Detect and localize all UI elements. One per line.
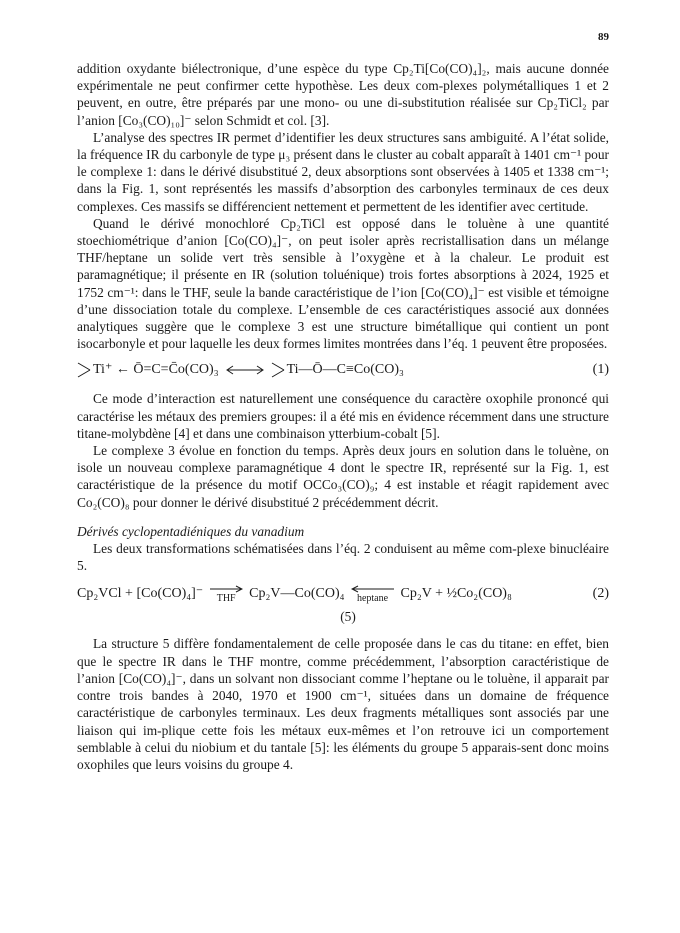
- eq2-solvent-thf: THF: [216, 592, 236, 604]
- eq2-product: Cp₂V—Co(CO)₄: [249, 586, 345, 602]
- eq2-product-label: (5): [340, 609, 356, 625]
- eq2-number: (2): [592, 586, 609, 602]
- double-arrow-icon: [225, 365, 265, 375]
- paragraph-5: Le complexe 3 évolue en fonction du temps. Après deux jours en solution dans le toluène, on isole un nouveau complexe paramagnétique 4 dont le spectre IR, représenté sur la Fig. 1, est caractéristique de la présence du motif OCCo₃(CO)₉; 4 est instable et réagit rapidement avec Co₂(CO)₈ pour donner le dérivé disubstitué 2 précédemment décrit.: [77, 443, 609, 510]
- eq2-reactants-2: Cp₂V + ½Co₂(CO)₈: [400, 586, 512, 602]
- forward-arrow: [209, 585, 243, 604]
- paragraph-3: Quand le dérivé monochloré Cp₂TiCl est opposé dans le toluène à une quantité stoechiométrique d’anion [Co(CO)₄]⁻, on peut isoler après recristallisation dans un mélange THF/heptane un solide vert très sensible à l’oxygène et à la chaleur. Le produit est paramagnétique; il présente en IR (solution toluénique) trois fortes absorptions à 2024, 1925 et 1752 cm⁻¹: dans le THF, seule la bande caractéristique de l’ion [Co(CO)₄]⁻ est visible et témoigne d’une dissociation totale du complexe. L’ensemble de ces caractéristiques associé aux données analytiques suggère que le complexe 3 est une structure bimétallique qui contient un pont isocarbonyle et pour laquelle les deux formes limites montrées dans l’éq. 1 peuvent être proposées.: [77, 215, 609, 352]
- left-arrow-icon: [351, 585, 395, 593]
- page-number: 89: [598, 31, 609, 43]
- document-page: [77, 30, 609, 773]
- paragraph-7: La structure 5 diffère fondamentalement de celle proposée dans le cas du titane: en effet, bien que le spectre IR dans le THF montre, comme précédemment, l’absorption caractéristique de l’anion [Co(CO)₄]⁻, dans un solvant non dissociant comme l’heptane ou le toluène, il apparait par contre trois bandes à 2040, 1970 et 1900 cm⁻¹, situées dans un domaine de fréquence caractéristique de carbonyles terminaux. Les deux fragments métalliques sont associés par une liaison qui im-plique cette fois les métaux eux-mêmes et l’on retrouve ici un comportement semblable à celui du niobium et du tantale [5]: les éléments du groupe 5 apparais-sent donc moins oxophiles que leurs voisins du groupe 4.: [77, 636, 609, 772]
- titanocene-bond-icon-2: [271, 361, 287, 379]
- equation-2: [77, 582, 609, 606]
- reverse-arrow: [351, 585, 395, 604]
- paragraph-2: L’analyse des spectres IR permet d’identifier les deux structures sans ambiguité. A l’état solide, la fréquence IR du carbonyle de type μ₃ présent dans le cluster au cobalt apparaît à 1401 cm⁻¹ pour le complexe 1: dans le dérivé disubstitué 2, deux absorptions sont observées à 1405 et 1338 cm⁻¹; dans la Fig. 1, sont représentés les massifs d’absorption des carbonyles terminaux de ces deux complexes. Ces massifs se différencient nettement et permettent de les identifier avec certitude.: [77, 129, 609, 214]
- section-heading: Dérivés cyclopentadiéniques du vanadium: [77, 523, 305, 539]
- eq2-reactants: Cp₂VCl + [Co(CO)₄]⁻: [77, 586, 204, 602]
- eq1-left-form: Ti⁺ ← Ō=C=C̄o(CO)₃: [93, 362, 219, 378]
- titanocene-bond-icon: [77, 361, 93, 379]
- right-arrow-icon: [209, 585, 243, 593]
- eq2-solvent-heptane: heptane: [356, 592, 389, 604]
- paragraph-6: Les deux transformations schématisées dans l’éq. 2 conduisent au même com-plexe binucléaire 5.: [77, 541, 609, 574]
- eq1-right-form: Ti—Ō—C≡Co(CO)₃: [286, 362, 404, 378]
- resonance-arrow: [225, 365, 265, 375]
- equation-1: [77, 358, 609, 382]
- paragraph-4: Ce mode d’interaction est naturellement une conséquence du caractère oxophile prononcé qui caractérise les métaux des premiers groupes: il a été mis en évidence récemment dans une structure titane-molybdène [4] et dans une combinaison ytterbium-cobalt [5].: [77, 391, 609, 441]
- eq1-number: (1): [592, 362, 609, 378]
- paragraph-1: addition oxydante biélectronique, d’une espèce du type Cp₂Ti[Co(CO)₄]₂, mais aucune donnée expérimentale ne peut confirmer cette hypothèse. Les deux com-plexes polymétalliques 1 et 2 peuvent, en outre, être préparés par une mono- ou une di-substitution réalisée sur Cp₂TiCl₂ par l’anion [Co₃(CO)₁₀]⁻ selon Schmidt et col. [3].: [77, 61, 609, 128]
